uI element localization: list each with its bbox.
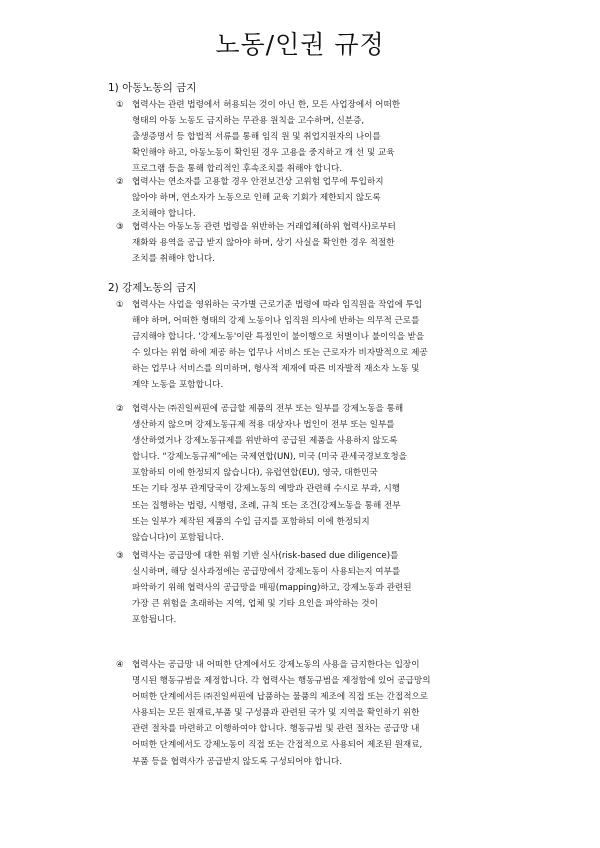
list-item bbox=[116, 97, 516, 177]
text-line: 협력사는 연소자를 고용할 경우 안전보건상 고위험 업무에 투입하지 bbox=[132, 177, 384, 187]
text-line: 형태의 아동 노동도 금지하는 무관용 원칙을 고수하며, 신분증, bbox=[132, 116, 365, 127]
text-line: 어떠한 단계에서도 강제노동이 직접 또는 간접적으로 사용되어 제조된 원재료, bbox=[132, 740, 423, 751]
list-item bbox=[116, 401, 516, 546]
text-line: 금지해야 합니다. '강제노동'이란 특정인이 불이행으로 처벌이나 불이익을 받을 bbox=[132, 332, 425, 343]
text-line: 해야 하며, 어떠한 형태의 강제 노동이나 임직원 의사에 반하는 의무적 근로를 bbox=[132, 316, 420, 327]
text-line: 포함하되 이에 한정되지 않습니다), 유럽연합(EU), 영국, 대한민국 bbox=[132, 468, 378, 479]
text-line: 포함됩니다. bbox=[132, 615, 177, 626]
item-number: ③ bbox=[116, 222, 124, 232]
text-line: 조치를 취해야 합니다. bbox=[132, 254, 215, 265]
list-item bbox=[116, 548, 516, 628]
text-line: 재화와 용역을 공급 받지 않아야 하며, 상기 사실을 확인한 경우 적절한 bbox=[132, 238, 395, 249]
text-line: 생산하였거나 강제노동규제를 위반하여 공급된 제품을 사용하지 않도록 bbox=[132, 436, 398, 447]
text-line: 부품 등을 협력사가 공급받지 않도록 구성되어야 합니다. bbox=[132, 756, 343, 767]
item-number: ④ bbox=[116, 660, 124, 670]
text-line: 협력사는 관련 법령에서 허용되는 것이 아닌 한, 모든 사업장에서 어떠한 bbox=[132, 100, 401, 110]
text-line: 협력사는 사업을 영위하는 국가별 근로기준 법령에 따라 임직원을 작업에 투입 bbox=[132, 300, 423, 310]
text-line: 어떠한 단계에서든 ㈜진일써핀에 납품하는 물품의 제조에 직접 또는 간접적으로 bbox=[132, 692, 429, 703]
text-line: 확인해야 하고, 아동노동이 확인된 경우 고용을 중지하고 개 선 및 교육 bbox=[132, 148, 395, 159]
item-number: ② bbox=[116, 177, 124, 187]
text-line: 않아야 하며, 연소자가 노동으로 인해 교육 기회가 제한되지 않도록 bbox=[132, 193, 381, 204]
section-heading-child-labor: 1) 아동노동의 금지 bbox=[108, 82, 197, 94]
text-line: 또는 일부가 제작된 제품의 수입 금지를 포함하되 이에 한정되지 bbox=[132, 516, 370, 527]
text-line: 생산하지 않으며 강제노동규제 적용 대상자나 법인이 전부 또는 일부를 bbox=[132, 420, 395, 431]
text-line: 조치해야 합니다. bbox=[132, 209, 196, 220]
page-title: 노동/인권 규정 bbox=[215, 29, 385, 59]
text-line: 수 있다는 위협 하에 제공 하는 업무나 서비스 또는 근로자가 비자발적으로 제공 bbox=[132, 348, 428, 359]
text-line: 명시된 행동규범을 제정합니다. 각 협력사는 행동규범을 제정함에 있어 공급망의 bbox=[132, 676, 431, 687]
text-line: 협력사는 아동노동 관련 법령을 위반하는 거래업체(하위 협력사)로부터 bbox=[132, 222, 396, 232]
list-item bbox=[116, 174, 516, 222]
item-number: ① bbox=[116, 300, 124, 310]
text-line: 계약 노동을 포함합니다. bbox=[132, 380, 224, 391]
text-line: 합니다. “강제노동규제”에는 국제연합(UN), 미국 (미국 관세국경보호청을 bbox=[132, 452, 407, 463]
text-line: 않습니다)이 포함됩니다. bbox=[132, 532, 224, 543]
text-line: 가장 큰 위험을 초래하는 지역, 업체 및 기타 요인을 파악하는 것이 bbox=[132, 599, 378, 610]
text-line: 또는 기타 정부 관계당국이 강제노동의 예방과 관련해 수시로 부과, 시행 bbox=[132, 484, 401, 495]
section-heading-forced-labor: 2) 강제노동의 금지 bbox=[108, 282, 197, 294]
text-line: 실시하며, 해당 실사과정에는 공급망에서 강제노동이 사용되는지 여부를 bbox=[132, 567, 401, 578]
text-line: 협력사는 공급망에 대한 위험 기반 실사(risk-based due diligence)를 bbox=[132, 551, 399, 561]
text-line: 사용되는 모든 원재료,부품 및 구성품과 관련된 국가 및 지역을 확인하기 위한 bbox=[132, 708, 420, 719]
text-line: 프로그램 등을 통해 합리적인 후속조치를 취해야 합니다. bbox=[132, 164, 343, 175]
list-item bbox=[116, 657, 516, 770]
item-number: ③ bbox=[116, 551, 124, 561]
text-line: 협력사는 공급망 내 어떠한 단계에서도 강제노동의 사용을 금지한다는 입장이 bbox=[132, 660, 420, 670]
list-item bbox=[116, 297, 516, 394]
item-number: ② bbox=[116, 404, 124, 414]
item-number: ① bbox=[116, 100, 124, 110]
text-line: 파악하기 위해 협력사의 공급망을 매핑(mapping)하고, 강제노동과 관련된 bbox=[132, 583, 412, 594]
list-item bbox=[116, 219, 516, 267]
text-line: 하는 업무나 서비스를 의미하며, 형사적 제재에 따른 비자발적 재소자 노동 및 bbox=[132, 364, 420, 375]
text-line: 또는 집행하는 법령, 시행령, 조례, 규칙 또는 조건(강제노동을 통해 전부 bbox=[132, 500, 401, 511]
text-line: 관련 절차를 마련하고 이행하여야 합니다. 행동규범 및 관련 절차는 공급망 내 bbox=[132, 724, 420, 735]
text-line: 협력사는 ㈜진일써핀에 공급할 제품의 전부 또는 일부를 강제노동을 통해 bbox=[132, 404, 404, 414]
text-line: 출생증명서 등 합법적 서류를 통해 임직 원 및 취업지원자의 나이를 bbox=[132, 132, 381, 143]
